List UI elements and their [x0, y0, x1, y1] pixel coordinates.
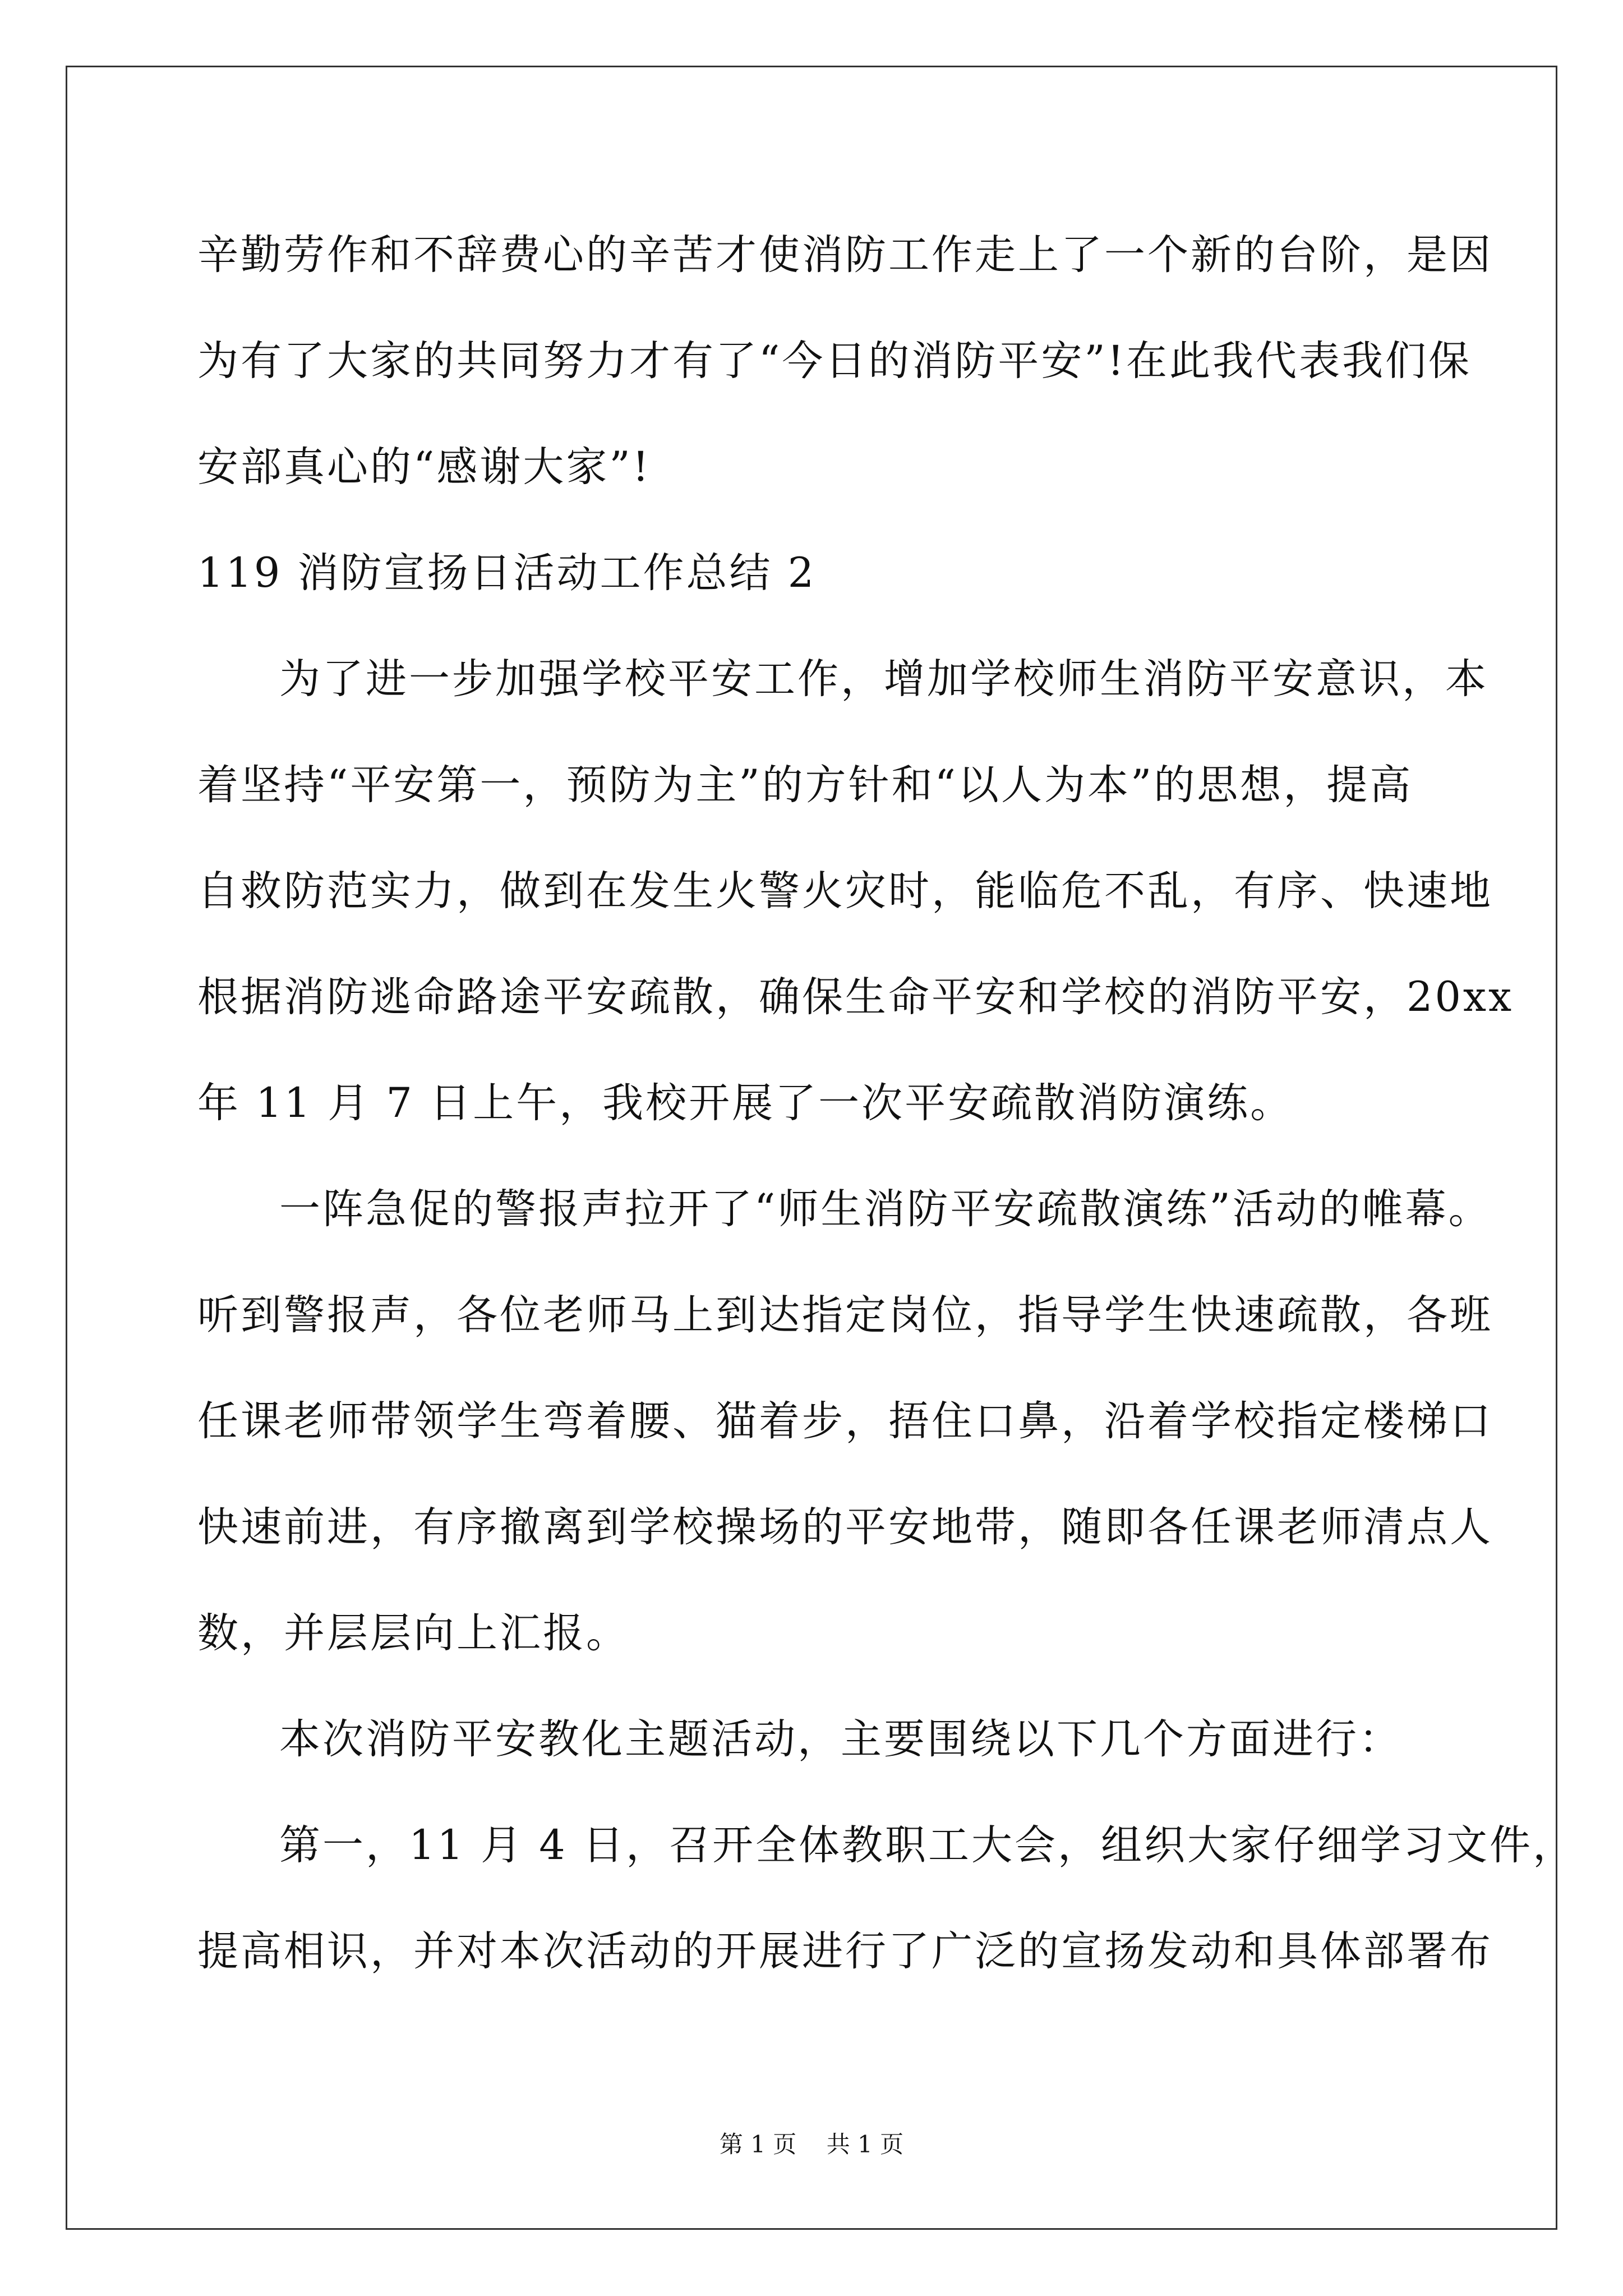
paragraph-line: 自救防范实力，做到在发生火警火灾时，能临危不乱，有序、快速地 [197, 867, 1493, 915]
paragraph-line: 根据消防逃命路途平安疏散，确保生命平安和学校的消防平安，20xx [197, 973, 1514, 1021]
paragraph-line: 安部真心的“感谢大家”! [197, 443, 651, 491]
paragraph-line: 年 11 月 7 日上午，我校开展了一次平安疏散消防演练。 [197, 1079, 1294, 1127]
section-heading: 119 消防宣扬日活动工作总结 2 [197, 549, 817, 597]
paragraph-line: 第一，11 月 4 日，召开全体教职工大会，组织大家仔细学习文件， [279, 1821, 1576, 1869]
paragraph-line: 为有了大家的共同努力才有了“今日的消防平安”!在此我代表我们保 [197, 337, 1472, 385]
page-footer [0, 2128, 1623, 2161]
page-number: 第 1 页 [719, 2131, 797, 2158]
paragraph-line: 任课老师带领学生弯着腰、猫着步，捂住口鼻，沿着学校指定楼梯口 [197, 1397, 1493, 1445]
paragraph-line: 一阵急促的警报声拉开了“师生消防平安疏散演练”活动的帷幕。 [279, 1185, 1492, 1233]
document-body [197, 202, 1576, 2004]
paragraph-line: 为了进一步加强学校平安工作，增加学校师生消防平安意识，本 [279, 655, 1488, 703]
page-total: 共 1 页 [826, 2131, 904, 2158]
paragraph-line: 着坚持“平安第一，预防为主”的方针和“以人为本”的思想，提高 [197, 761, 1413, 809]
paragraph-line: 提高相识，并对本次活动的开展进行了广泛的宣扬发动和具体部署布 [197, 1927, 1493, 1975]
paragraph-line: 辛勤劳作和不辞费心的辛苦才使消防工作走上了一个新的台阶，是因 [197, 231, 1493, 279]
paragraph-line: 本次消防平安教化主题活动，主要围绕以下几个方面进行： [279, 1715, 1402, 1763]
paragraph-line: 听到警报声，各位老师马上到达指定岗位，指导学生快速疏散，各班 [197, 1291, 1493, 1339]
paragraph-line: 快速前进，有序撤离到学校操场的平安地带，随即各任课老师清点人 [197, 1503, 1493, 1551]
paragraph-line: 数，并层层向上汇报。 [197, 1609, 629, 1657]
